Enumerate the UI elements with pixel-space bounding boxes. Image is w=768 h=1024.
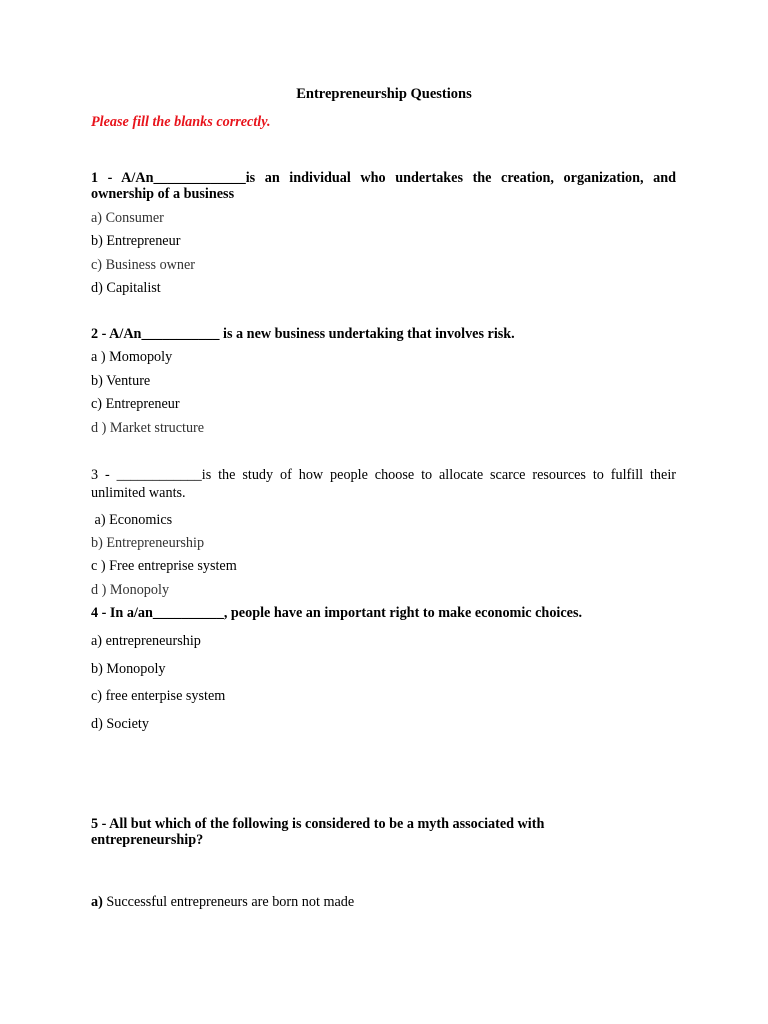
question-3-option-c: c ) Free entreprise system (91, 558, 237, 574)
question-1-option-c: c) Business owner (91, 257, 196, 273)
question-5-option-a-letter: a) (91, 894, 103, 910)
question-2-option-c: c) Entrepreneur (91, 396, 180, 412)
question-4-option-c: c) free enterpise system (91, 688, 226, 704)
question-3-option-d: d ) Monopoly (91, 582, 170, 598)
instruction-text: Please fill the blanks correctly. (91, 114, 271, 130)
question-5-option-a-text: Successful entrepreneurs are born not made (102, 894, 355, 910)
question-2-text: 2 - A/An___________ is a new business undertaking that involves risk. (91, 326, 515, 342)
question-2-option-d: d ) Market structure (91, 420, 205, 436)
question-4-option-b: b) Monopoly (91, 661, 166, 677)
document-title: Entrepreneurship Questions (296, 86, 472, 102)
question-2-option-b: b) Venture (91, 373, 151, 389)
question-3-option-b: b) Entrepreneurship (91, 535, 205, 551)
question-1-text: 1 - A/An_____________is an individual who undertakes the creation, organization, and ownership of a business (91, 170, 676, 202)
question-3-option-a: a) Economics (91, 512, 173, 528)
question-5-option-a (91, 894, 354, 910)
question-4-text: 4 - In a/an__________, people have an important right to make economic choices. (91, 605, 583, 621)
question-4-option-d: d) Society (91, 716, 149, 732)
question-5-text: 5 - All but which of the following is considered to be a myth associated with entrepreneurship? (91, 816, 545, 848)
question-1-option-b: b) Entrepreneur (91, 233, 181, 249)
question-3-text: 3 - ____________is the study of how people choose to allocate scarce resources to fulfill their unlimited wants. (91, 467, 676, 501)
question-4-option-a: a) entrepreneurship (91, 633, 201, 649)
question-1-option-a: a) Consumer (91, 210, 164, 226)
question-1-option-d: d) Capitalist (91, 280, 161, 296)
question-2-option-a: a ) Momopoly (91, 349, 173, 365)
